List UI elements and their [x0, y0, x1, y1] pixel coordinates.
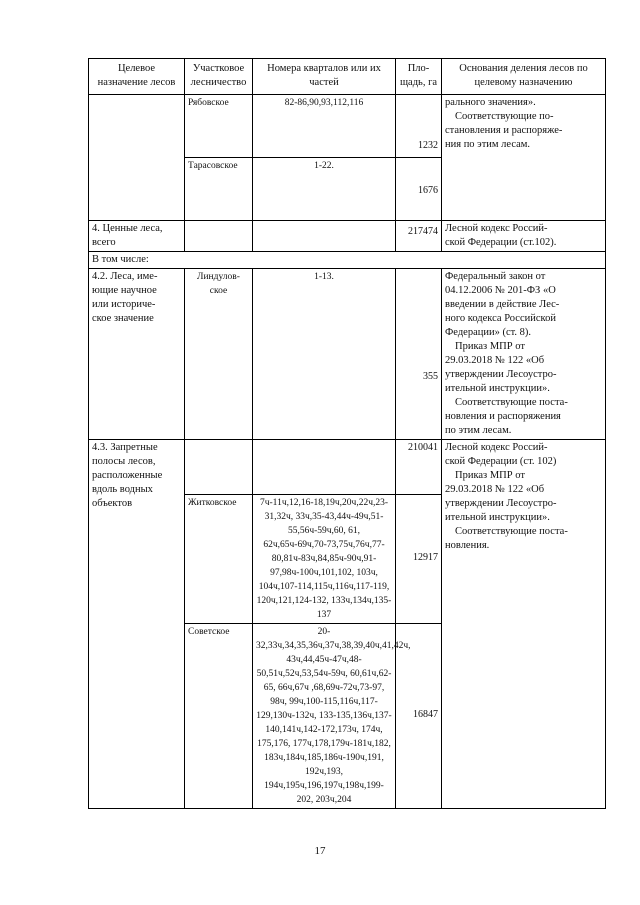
area-cell: 210041	[396, 440, 442, 495]
basis-text: Приказ МПР от 29.03.2018 № 122 «Об утверждении Лесоустро- ительной инструкции».	[445, 470, 557, 523]
basis-cell	[442, 269, 606, 440]
table-row	[89, 440, 606, 495]
forest-purpose-table	[88, 58, 606, 809]
quarters-cell: 7ч-11ч,12,16-18,19ч,20ч,22ч,23-31,32ч, 33ч,35-43,44ч-49ч,51-55,56ч-59ч,60, 61, 62ч,65ч-69ч,70-73,75ч,76ч,77-80,81ч-83ч,84,85ч-90ч,91-97,98ч-100ч,101,102, 103ч, 104ч,107-114,115ч,116ч,117-119, 120ч,121,124-132, 133ч,134ч,135-137	[253, 495, 396, 624]
area-cell: 16847	[396, 624, 442, 809]
header-basis: Основания деления лесов по целевому назначению	[442, 59, 606, 95]
district-cell: Житковское	[185, 495, 253, 624]
basis-text: рального значения».	[445, 97, 536, 108]
table-row	[89, 269, 606, 440]
purpose-cell: 4. Ценные леса, всего	[89, 221, 185, 252]
basis-text: Соответствующие по- становления и распоряже- ния по этим лесам.	[445, 111, 563, 150]
quarters-cell	[253, 440, 396, 495]
basis-text: Соответствующие поста- новления.	[445, 526, 568, 551]
purpose-cell	[89, 95, 185, 221]
table-row	[89, 221, 606, 252]
basis-text: Лесной кодекс Россий- ской Федерации (ст. 102)	[445, 442, 557, 467]
district-cell: Тарасовское	[185, 158, 253, 221]
table-header-row	[89, 59, 606, 95]
district-cell: Линдулов- ское	[185, 269, 253, 440]
quarters-cell	[253, 221, 396, 252]
basis-text: Приказ МПР от 29.03.2018 № 122 «Об утверждении Лесоустро- ительной инструкции».	[445, 341, 557, 394]
purpose-cell: 4.2. Леса, име- ющие научное или историче- ское значение	[89, 269, 185, 440]
basis-text: Соответствующие поста- новления и распоряжения по этим лесам.	[445, 397, 568, 436]
area-cell: 1232	[396, 95, 442, 158]
district-cell	[185, 440, 253, 495]
basis-cell	[442, 440, 606, 809]
district-cell	[185, 221, 253, 252]
district-cell: Советское	[185, 624, 253, 809]
header-quarters: Номера кварталов или их частей	[253, 59, 396, 95]
purpose-cell: 4.3. Запретные полосы лесов, расположенные вдоль водных объектов	[89, 440, 185, 809]
district-cell: Рябовское	[185, 95, 253, 158]
subtotal-label: В том числе:	[89, 252, 606, 269]
quarters-cell: 1-22.	[253, 158, 396, 221]
header-area: Пло-щадь, га	[396, 59, 442, 95]
table-row	[89, 95, 606, 158]
basis-cell	[442, 95, 606, 221]
area-cell: 12917	[396, 495, 442, 624]
quarters-cell: 1-13.	[253, 269, 396, 440]
header-district: Участковое лесничество	[185, 59, 253, 95]
quarters-cell: 20-32,33ч,34,35,36ч,37ч,38,39,40ч,41,42ч, 43ч,44,45ч-47ч,48-50,51ч,52ч,53,54ч-59ч, 60,61ч,62-65, 66ч,67ч ,68,69ч-72ч,73-97, 98ч, 99ч,100-115,116ч,117-129,130ч-132ч, 133-135,136ч,137-140,141ч,142-172,173ч, 174ч, 175,176, 177ч,178,179ч-181ч,182, 183ч,184ч,185,186ч-190ч,191, 192ч,193, 194ч,195ч,196,197ч,198ч,199-202, 203ч,204	[253, 624, 396, 809]
page-number: 17	[314, 845, 326, 857]
area-cell: 217474	[396, 221, 442, 252]
basis-cell	[442, 221, 606, 252]
table-row	[89, 252, 606, 269]
area-cell: 355	[396, 269, 442, 440]
header-purpose: Целевое назначение лесов	[89, 59, 185, 95]
area-cell: 1676	[396, 158, 442, 221]
basis-text: Лесной кодекс Россий- ской Федерации (ст.102).	[445, 223, 557, 248]
quarters-cell: 82-86,90,93,112,116	[253, 95, 396, 158]
basis-text: Федеральный закон от 04.12.2006 № 201-ФЗ «О введении в действие Лес- ного кодекса Российской Федерации» (ст. 8).	[445, 271, 560, 338]
